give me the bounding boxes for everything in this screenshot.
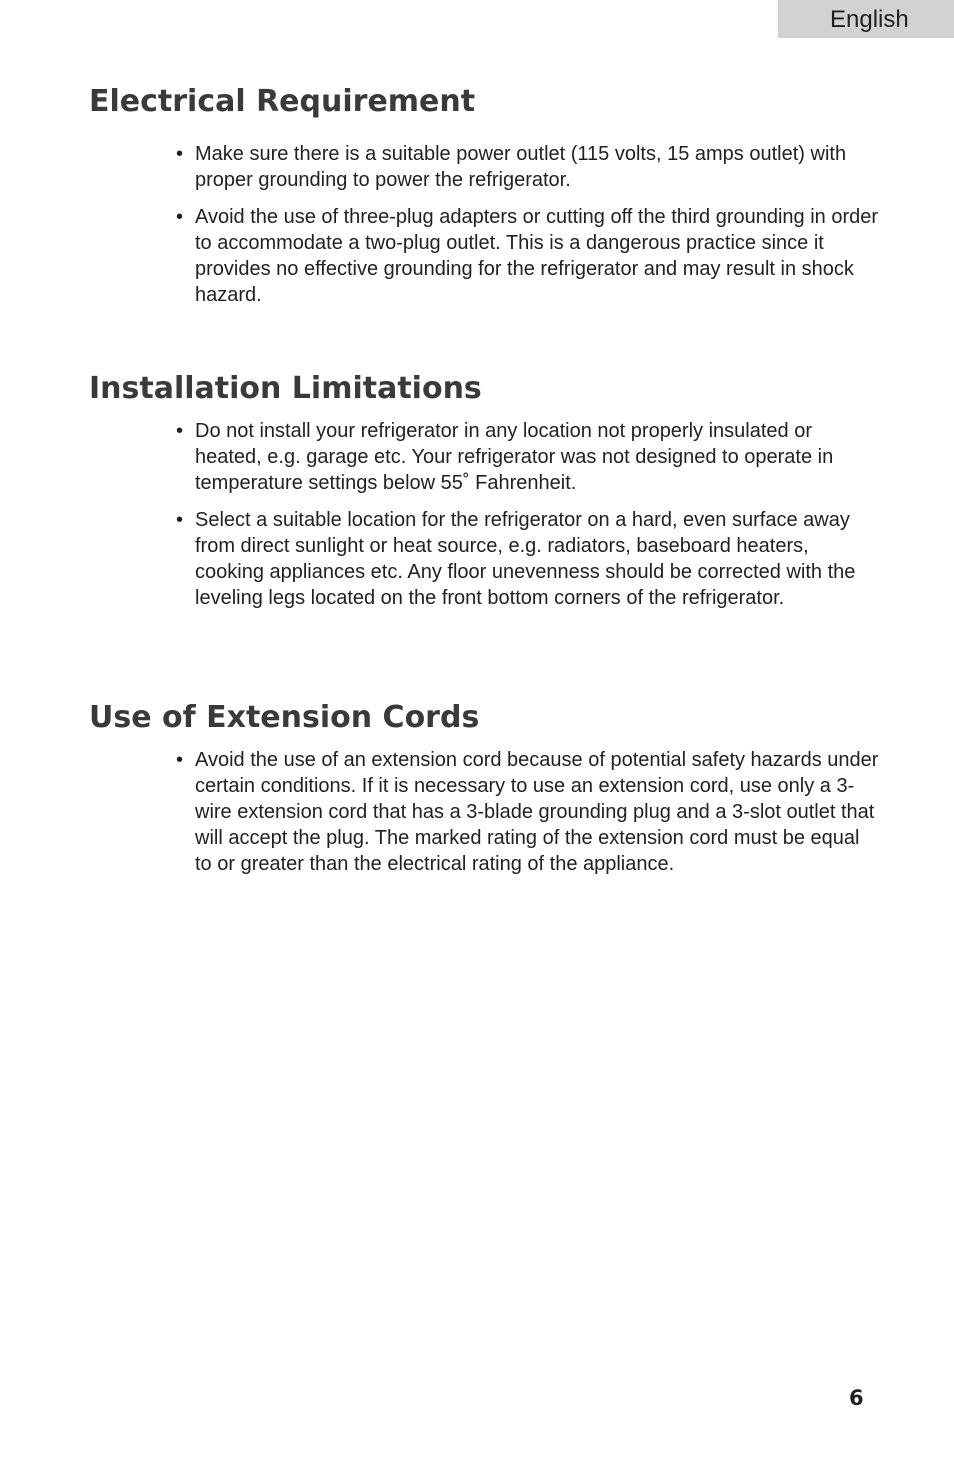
bullet-symbol: •: [176, 420, 184, 442]
bullet-list: [89, 747, 879, 877]
list-item: [176, 418, 879, 496]
list-item: [176, 204, 879, 308]
section-electrical-requirement: [89, 84, 879, 308]
list-item-text: Avoid the use of three-plug adapters or cutting off the third grounding in order to accommodate a two-plug outlet. This is a dangerous practice since it provides no effective grounding for the refrigerator and may result in shock hazard.: [195, 206, 879, 306]
section-extension-cords: [89, 700, 879, 877]
page-number: 6: [849, 1386, 864, 1410]
list-item-text: Do not install your refrigerator in any location not properly insulated or heated, e.g. garage etc. Your refrigerator was not designed to operate in temperature settings below 55˚ Fahrenheit.: [195, 420, 834, 494]
list-item-text: Avoid the use of an extension cord because of potential safety hazards under certain conditions. If it is necessary to use an extension cord, use only a 3-wire extension cord that has a 3-blade grounding plug and a 3-slot outlet that will accept the plug. The marked rating of the extension cord must be equal to or greater than the electrical rating of the appliance.: [195, 749, 879, 875]
list-item-text: Select a suitable location for the refrigerator on a hard, even surface away from direct sunlight or heat source, e.g. radiators, baseboard heaters, cooking appliances etc. Any floor unevenness should be corrected with the leveling legs located on the front bottom corners of the refrigerator.: [195, 509, 856, 609]
bullet-list: [89, 141, 879, 308]
section-title: Installation Limitations: [89, 371, 482, 406]
bullet-list: [89, 418, 879, 611]
language-tab: English: [778, 0, 954, 38]
list-item: [176, 747, 879, 877]
section-installation-limitations: [89, 371, 879, 611]
list-item: [176, 141, 879, 193]
bullet-symbol: •: [176, 509, 184, 531]
list-item: [176, 507, 879, 611]
bullet-symbol: •: [176, 206, 184, 228]
section-title: Electrical Requirement: [89, 84, 476, 119]
section-title: Use of Extension Cords: [89, 700, 480, 735]
bullet-symbol: •: [176, 749, 184, 771]
bullet-symbol: •: [176, 143, 184, 165]
list-item-text: Make sure there is a suitable power outlet (115 volts, 15 amps outlet) with proper grounding to power the refrigerator.: [195, 143, 847, 191]
